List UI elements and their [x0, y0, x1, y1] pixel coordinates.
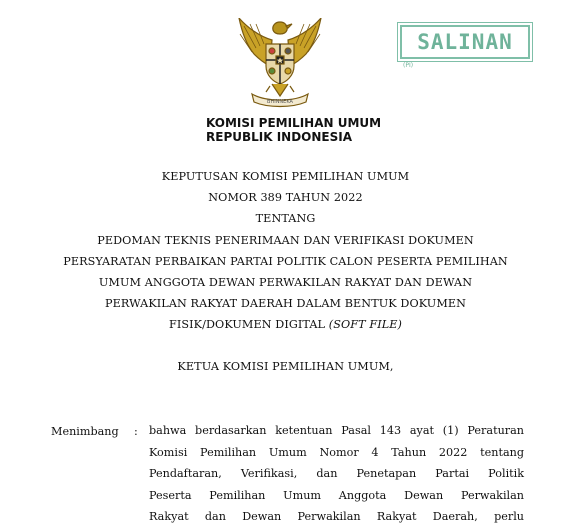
- garuda-emblem-icon: [236, 18, 324, 110]
- considering-text: [149, 420, 524, 528]
- svg-text:BHINNEKA: BHINNEKA: [267, 99, 293, 105]
- considering-line-2: Komisi Pemilihan Umum Nomor 4 Tahun 2022 tentang: [149, 445, 524, 459]
- agency-line-2: REPUBLIK INDONESIA: [206, 130, 353, 144]
- title-line-2: NOMOR 389 TAHUN 2022: [208, 191, 363, 204]
- title-line-8: [0, 318, 571, 331]
- considering-colon: :: [134, 425, 138, 438]
- agency-line-1: KOMISI PEMILIHAN UMUM: [206, 116, 382, 130]
- title-line-8-main: FISIK/DOKUMEN DIGITAL: [169, 318, 329, 331]
- considering-line-5: Rakyat dan Dewan Perwakilan Rakyat Daerah, perlu: [149, 510, 524, 523]
- title-line-1: KEPUTUSAN KOMISI PEMILIHAN UMUM: [161, 170, 410, 183]
- title-line-4: PEDOMAN TEKNIS PENERIMAAN DAN VERIFIKASI DOKUMEN: [97, 234, 474, 247]
- title-line-3: TENTANG: [255, 212, 316, 225]
- stamp-subtext: (PI): [403, 62, 414, 69]
- considering-line-3: Pendaftaran, Verifikasi, dan Penetapan Partai Politik: [149, 467, 524, 480]
- considering-label: Menimbang: [51, 425, 119, 438]
- title-line-5: PERSYARATAN PERBAIKAN PARTAI POLITIK CALON PESERTA PEMILIHAN: [63, 255, 508, 268]
- chair-heading: KETUA KOMISI PEMILIHAN UMUM,: [177, 360, 394, 373]
- title-line-6: UMUM ANGGOTA DEWAN PERWAKILAN RAKYAT DAN DEWAN: [98, 276, 473, 289]
- considering-line-4: Peserta Pemilihan Umum Anggota Dewan Perwakilan: [149, 488, 524, 502]
- agency-name: [206, 116, 381, 144]
- considering-line-1: bahwa berdasarkan ketentuan Pasal 143 ayat (1) Peraturan: [149, 424, 524, 437]
- copy-stamp: SALINAN: [400, 25, 530, 59]
- title-line-7: PERWAKILAN RAKYAT DAERAH DALAM BENTUK DOKUMEN: [104, 297, 467, 310]
- title-line-8-italic: (SOFT FILE): [328, 318, 402, 331]
